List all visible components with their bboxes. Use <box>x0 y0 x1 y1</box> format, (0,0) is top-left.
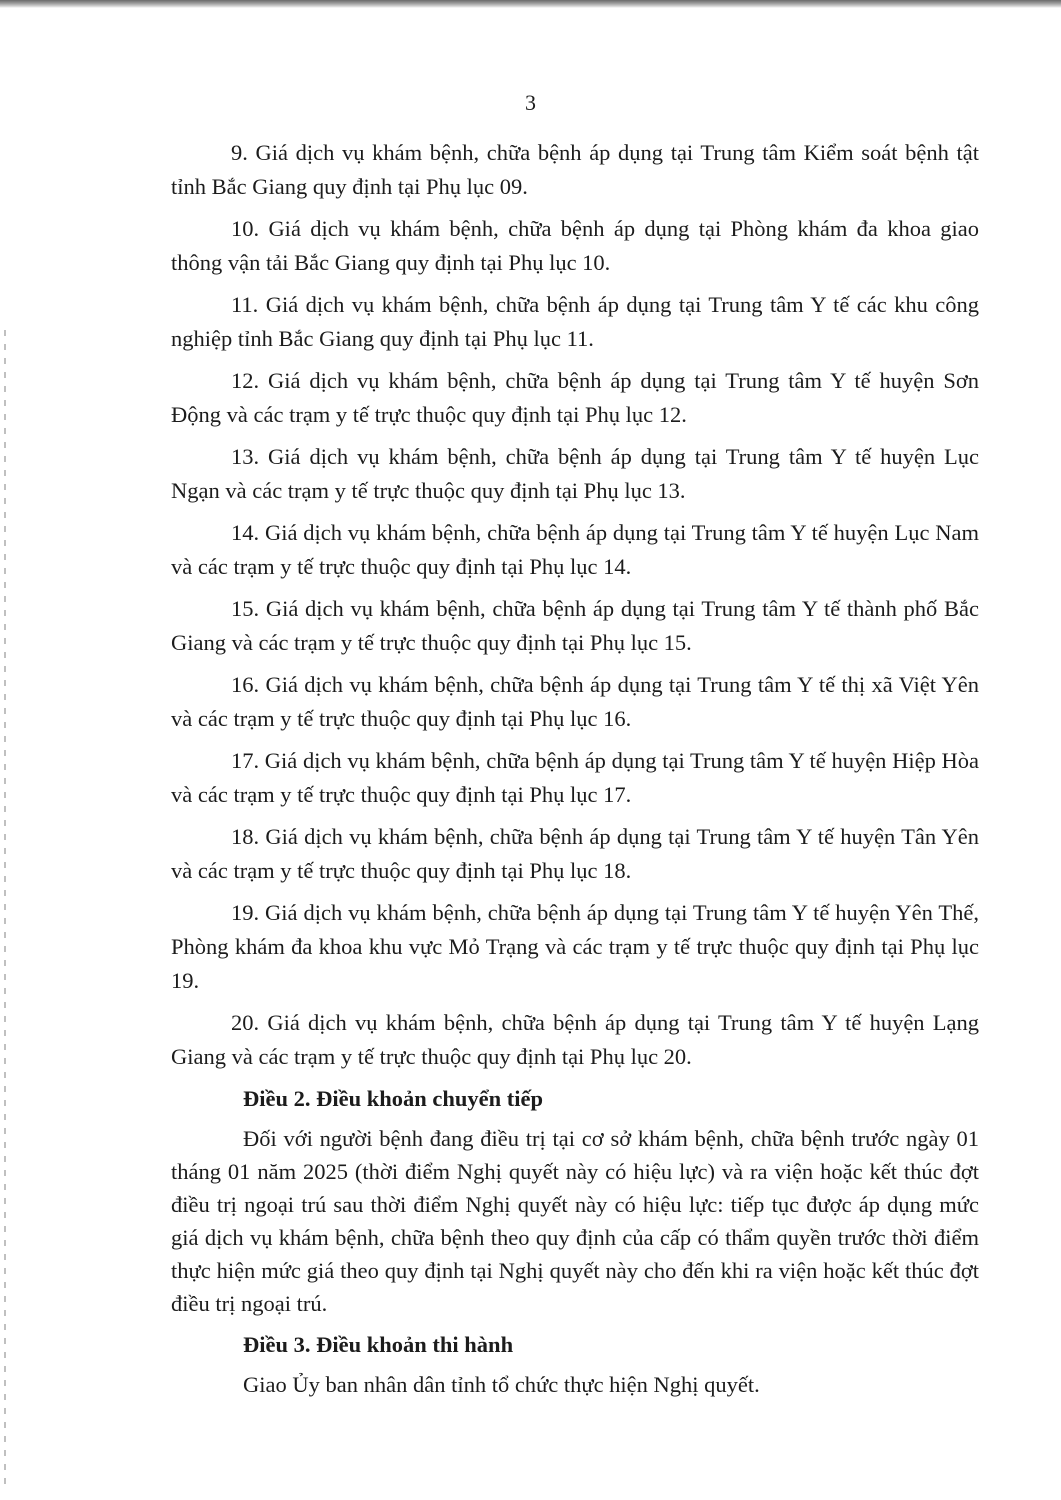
page-number: 3 <box>525 90 536 115</box>
list-item: 9. Giá dịch vụ khám bệnh, chữa bệnh áp dụng tại Trung tâm Kiểm soát bệnh tật tỉnh Bắc Giang quy định tại Phụ lục 09. <box>171 140 979 199</box>
article-2-body: Đối với người bệnh đang điều trị tại cơ sở khám bệnh, chữa bệnh trước ngày 01 tháng 01 năm 2025 (thời điểm Nghị quyết này có hiệu lực) và ra viện hoặc kết thúc đợt điều trị ngoại trú sau thời điểm Nghị quyết này có hiệu lực: tiếp tục được áp dụng mức giá dịch vụ khám bệnh, chữa bệnh theo quy định của cấp có thẩm quyền trước thời điểm thực hiện mức giá theo quy định tại Nghị quyết này cho đến khi ra viện hoặc kết thúc đợt điều trị ngoại trú. <box>171 1126 979 1316</box>
list-item: 10. Giá dịch vụ khám bệnh, chữa bệnh áp dụng tại Phòng khám đa khoa giao thông vận tải Bắc Giang quy định tại Phụ lục 10. <box>171 216 979 275</box>
article-2-heading: Điều 2. Điều khoản chuyển tiếp <box>243 1086 544 1111</box>
list-item: 15. Giá dịch vụ khám bệnh, chữa bệnh áp dụng tại Trung tâm Y tế thành phố Bắc Giang và các trạm y tế trực thuộc quy định tại Phụ lục 15. <box>171 596 979 655</box>
list-item: 14. Giá dịch vụ khám bệnh, chữa bệnh áp dụng tại Trung tâm Y tế huyện Lục Nam và các trạm y tế trực thuộc quy định tại Phụ lục 14. <box>171 520 979 579</box>
list-item: 20. Giá dịch vụ khám bệnh, chữa bệnh áp dụng tại Trung tâm Y tế huyện Lạng Giang và các trạm y tế trực thuộc quy định tại Phụ lục 20. <box>171 1010 979 1069</box>
list-item: 11. Giá dịch vụ khám bệnh, chữa bệnh áp dụng tại Trung tâm Y tế các khu công nghiệp tỉnh Bắc Giang quy định tại Phụ lục 11. <box>171 292 979 351</box>
list-item: 16. Giá dịch vụ khám bệnh, chữa bệnh áp dụng tại Trung tâm Y tế thị xã Việt Yên và các trạm y tế trực thuộc quy định tại Phụ lục 16. <box>171 672 979 731</box>
article-3-body: Giao Ủy ban nhân dân tỉnh tổ chức thực hiện Nghị quyết. <box>243 1372 760 1397</box>
list-item: 18. Giá dịch vụ khám bệnh, chữa bệnh áp dụng tại Trung tâm Y tế huyện Tân Yên và các trạm y tế trực thuộc quy định tại Phụ lục 18. <box>171 824 979 883</box>
list-item: 12. Giá dịch vụ khám bệnh, chữa bệnh áp dụng tại Trung tâm Y tế huyện Sơn Động và các trạm y tế trực thuộc quy định tại Phụ lục 12. <box>171 368 979 427</box>
document-body <box>171 136 979 1409</box>
list-item: 17. Giá dịch vụ khám bệnh, chữa bệnh áp dụng tại Trung tâm Y tế huyện Hiệp Hòa và các trạm y tế trực thuộc quy định tại Phụ lục 17. <box>171 748 979 807</box>
article-3-heading: Điều 3. Điều khoản thi hành <box>243 1332 514 1357</box>
list-item: 19. Giá dịch vụ khám bệnh, chữa bệnh áp dụng tại Trung tâm Y tế huyện Yên Thế, Phòng khám đa khoa khu vực Mỏ Trạng và các trạm y tế trực thuộc quy định tại Phụ lục 19. <box>171 900 979 993</box>
list-item: 13. Giá dịch vụ khám bệnh, chữa bệnh áp dụng tại Trung tâm Y tế huyện Lục Ngạn và các trạm y tế trực thuộc quy định tại Phụ lục 13. <box>171 444 979 503</box>
